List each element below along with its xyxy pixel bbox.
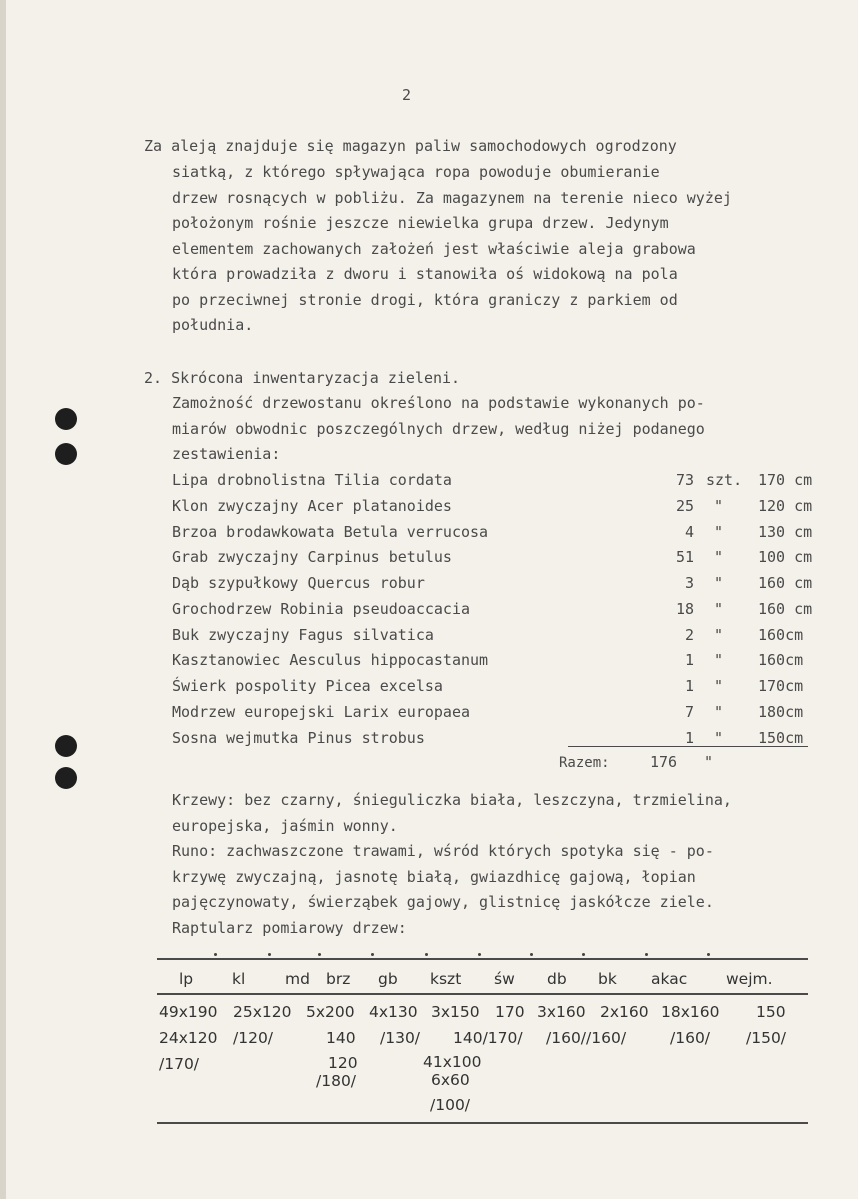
tally-dot bbox=[318, 953, 321, 956]
tally-header: db bbox=[547, 970, 567, 988]
tree-size: 160 cm bbox=[758, 574, 813, 592]
tally-cell: /180/ bbox=[316, 1072, 357, 1090]
total-value: 176 bbox=[650, 753, 678, 771]
tally-cell: /100/ bbox=[430, 1096, 471, 1114]
tree-count: 7 bbox=[685, 703, 695, 721]
tally-dot bbox=[371, 953, 374, 956]
tally-header-rule bbox=[157, 993, 808, 995]
tree-size: 150cm bbox=[758, 729, 804, 747]
paragraph-line: elementem zachowanych założeń jest właściwie aleja grabowa bbox=[172, 240, 696, 258]
tally-dot bbox=[645, 953, 648, 956]
tally-dot bbox=[425, 953, 428, 956]
tally-cell: 24x120 bbox=[159, 1029, 218, 1047]
tally-cell: 49x190 bbox=[159, 1003, 218, 1021]
tree-size: 130 cm bbox=[758, 523, 813, 541]
tally-header: lp bbox=[179, 970, 194, 988]
tally-dot bbox=[530, 953, 533, 956]
tally-cell: /160/ bbox=[670, 1029, 711, 1047]
section-intro-line: miarów obwodnic poszczególnych drzew, według niżej podanego bbox=[172, 420, 705, 438]
tree-unit: " bbox=[714, 574, 724, 592]
tally-header: akac bbox=[651, 970, 688, 988]
tree-size: 120 cm bbox=[758, 497, 813, 515]
tree-size: 160cm bbox=[758, 626, 804, 644]
tree-name: Klon zwyczajny Acer platanoides bbox=[172, 497, 452, 515]
tally-dot bbox=[214, 953, 217, 956]
tree-count: 3 bbox=[685, 574, 695, 592]
paragraph-line: po przeciwnej stronie drogi, która graniczy z parkiem od bbox=[172, 291, 678, 309]
tree-name: Buk zwyczajny Fagus silvatica bbox=[172, 626, 434, 644]
tally-dot bbox=[582, 953, 585, 956]
shrubs-line: pajęczynowaty, świerząbek gajowy, glistnicę jaskółcze ziele. bbox=[172, 893, 714, 911]
tally-cell: 170 bbox=[495, 1003, 525, 1021]
paragraph-line: drzew rosnących w pobliżu. Za magazynem na terenie nieco wyżej bbox=[172, 189, 732, 207]
tally-cell: 2x160 bbox=[600, 1003, 649, 1021]
tally-header: wejm. bbox=[726, 970, 773, 988]
tree-unit: " bbox=[714, 651, 724, 669]
tree-count: 2 bbox=[685, 626, 695, 644]
punch-hole bbox=[55, 735, 77, 757]
shrubs-line: krzywę zwyczajną, jasnotę białą, gwiazdhicę gajową, łopian bbox=[172, 868, 696, 886]
paragraph-line: która prowadziła z dworu i stanowiła oś widokową na pola bbox=[172, 265, 678, 283]
tree-unit: " bbox=[714, 677, 724, 695]
tree-name: Grochodrzew Robinia pseudoaccacia bbox=[172, 600, 471, 618]
tally-header: gb bbox=[378, 970, 398, 988]
tally-cell: /120/ bbox=[233, 1029, 274, 1047]
tally-header: św bbox=[494, 970, 515, 988]
tree-size: 170 cm bbox=[758, 471, 813, 489]
tree-count: 1 bbox=[685, 677, 695, 695]
tally-header: kl bbox=[232, 970, 246, 988]
tree-count: 25 bbox=[676, 497, 695, 515]
tally-header: md bbox=[285, 970, 310, 988]
tally-top-rule bbox=[157, 958, 808, 960]
tally-cell: 150 bbox=[756, 1003, 786, 1021]
tally-cell: 140 bbox=[326, 1029, 356, 1047]
page-edge bbox=[0, 0, 6, 1199]
tally-cell: 41x100 bbox=[423, 1053, 482, 1071]
tree-count: 4 bbox=[685, 523, 695, 541]
tree-name: Grab zwyczajny Carpinus betulus bbox=[172, 548, 452, 566]
tally-dot bbox=[707, 953, 710, 956]
shrubs-line: Raptularz pomiarowy drzew: bbox=[172, 919, 407, 937]
tally-cell: 18x160 bbox=[661, 1003, 720, 1021]
total-rule bbox=[568, 746, 808, 747]
tree-count: 51 bbox=[676, 548, 695, 566]
tally-header: brz bbox=[326, 970, 351, 988]
punch-hole bbox=[55, 443, 77, 465]
tree-unit: " bbox=[714, 548, 724, 566]
tally-cell: 6x60 bbox=[431, 1071, 470, 1089]
section-intro-line: zestawienia: bbox=[172, 445, 281, 463]
tally-cell: 120 bbox=[328, 1054, 358, 1072]
tree-unit: " bbox=[714, 497, 724, 515]
tally-cell: 5x200 bbox=[306, 1003, 355, 1021]
tally-header: bk bbox=[598, 970, 617, 988]
section-heading: 2. Skrócona inwentaryzacja zieleni. bbox=[144, 369, 461, 387]
tree-size: 160cm bbox=[758, 651, 804, 669]
tree-unit: " bbox=[714, 523, 724, 541]
tree-size: 180cm bbox=[758, 703, 804, 721]
punch-hole bbox=[55, 767, 77, 789]
shrubs-line: Runo: zachwaszczone trawami, wśród których spotyka się - po- bbox=[172, 842, 714, 860]
tally-cell: /160//160/ bbox=[546, 1029, 627, 1047]
tree-unit: " bbox=[714, 703, 724, 721]
paragraph-line: południa. bbox=[172, 316, 254, 334]
tally-cell: /130/ bbox=[380, 1029, 421, 1047]
tree-count: 1 bbox=[685, 651, 695, 669]
tally-cell: 4x130 bbox=[369, 1003, 418, 1021]
total-label: Razem: bbox=[559, 755, 610, 771]
total-unit: " bbox=[704, 753, 714, 771]
page-number: 2 bbox=[402, 86, 412, 104]
tree-unit: " bbox=[714, 600, 724, 618]
tree-size: 160 cm bbox=[758, 600, 813, 618]
tally-header: kszt bbox=[430, 970, 462, 988]
tree-size: 100 cm bbox=[758, 548, 813, 566]
tree-name: Brzoa brodawkowata Betula verrucosa bbox=[172, 523, 489, 541]
tally-cell: 25x120 bbox=[233, 1003, 292, 1021]
section-intro-line: Zamożność drzewostanu określono na podstawie wykonanych po- bbox=[172, 394, 705, 412]
punch-hole bbox=[55, 408, 77, 430]
tally-dot bbox=[268, 953, 271, 956]
shrubs-line: europejska, jaśmin wonny. bbox=[172, 817, 398, 835]
tally-cell: /150/ bbox=[746, 1029, 787, 1047]
paragraph-line: położonym rośnie jeszcze niewielka grupa drzew. Jedynym bbox=[172, 214, 669, 232]
tally-dot bbox=[478, 953, 481, 956]
tree-count: 1 bbox=[685, 729, 695, 747]
tree-count: 73 bbox=[676, 471, 695, 489]
tally-cell: 3x160 bbox=[537, 1003, 586, 1021]
tree-name: Modrzew europejski Larix europaea bbox=[172, 703, 471, 721]
tree-name: Sosna wejmutka Pinus strobus bbox=[172, 729, 425, 747]
shrubs-line: Krzewy: bez czarny, śnieguliczka biała, leszczyna, trzmielina, bbox=[172, 791, 732, 809]
tally-cell: 3x150 bbox=[431, 1003, 480, 1021]
tree-name: Świerk pospolity Picea excelsa bbox=[172, 677, 443, 695]
tree-size: 170cm bbox=[758, 677, 804, 695]
tally-cell: 140/170/ bbox=[453, 1029, 523, 1047]
tree-name: Dąb szypułkowy Quercus robur bbox=[172, 574, 425, 592]
tree-name: Kasztanowiec Aesculus hippocastanum bbox=[172, 651, 489, 669]
tally-bottom-rule bbox=[157, 1122, 808, 1124]
paragraph-line: Za aleją znajduje się magazyn paliw samochodowych ogrodzony bbox=[144, 137, 677, 155]
tally-cell: /170/ bbox=[159, 1055, 200, 1073]
tree-unit: szt. bbox=[706, 471, 743, 489]
paragraph-line: siatką, z którego spływająca ropa powoduje obumieranie bbox=[172, 163, 660, 181]
tree-unit: " bbox=[714, 626, 724, 644]
tree-name: Lipa drobnolistna Tilia cordata bbox=[172, 471, 452, 489]
tree-count: 18 bbox=[676, 600, 695, 618]
tree-unit: " bbox=[714, 729, 724, 747]
